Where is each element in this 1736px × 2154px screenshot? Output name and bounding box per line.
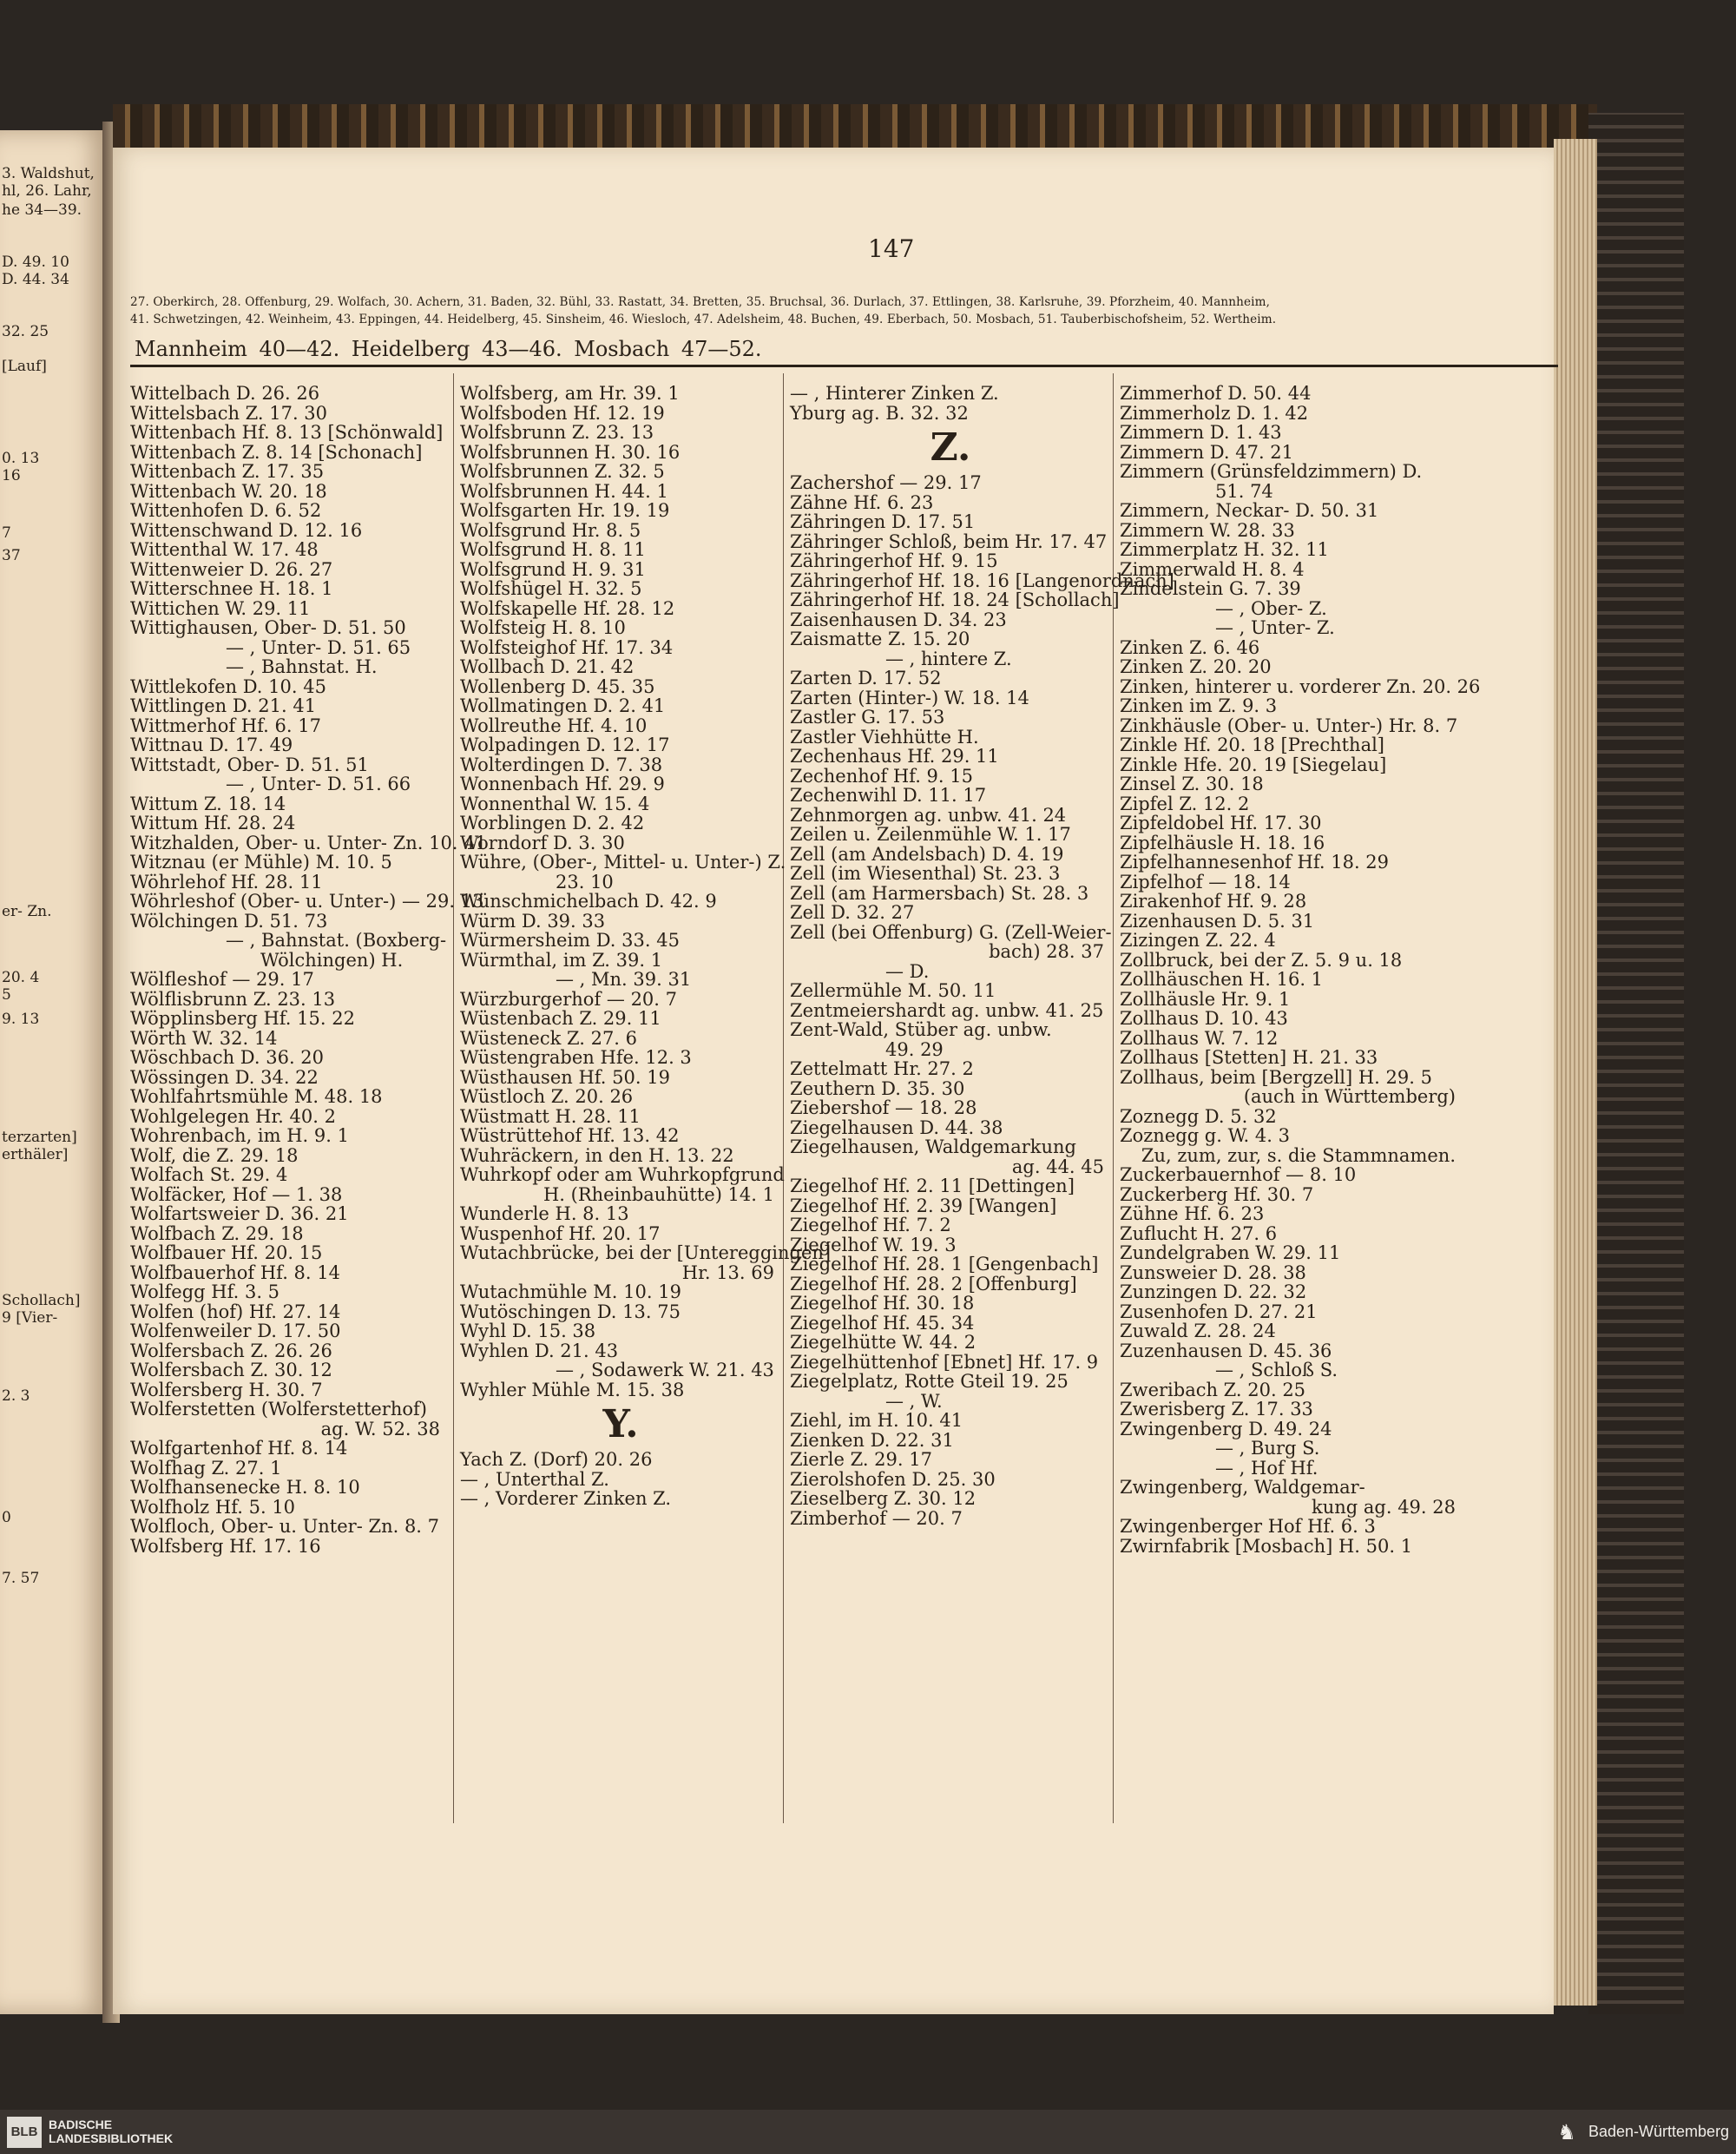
index-entry: Ziegelhof Hf. 2. 11 [Dettingen]: [790, 1176, 1075, 1196]
index-entry: Wittichen W. 29. 11: [130, 597, 311, 619]
index-entry: Wolfhansenecke H. 8. 10: [130, 1477, 360, 1498]
index-entry: Zimmern, Neckar- D. 50. 31: [1120, 500, 1379, 521]
index-entry: Zarten D. 17. 52: [790, 668, 942, 688]
index-entry: Wolfsgrund H. 9. 31: [460, 558, 646, 580]
index-entry: Zinken Z. 6. 46: [1120, 636, 1260, 658]
index-entry: Wolfäcker, Hof — 1. 38: [130, 1183, 343, 1205]
index-entry: Zimmerplatz H. 32. 11: [1120, 539, 1329, 560]
index-entry: Wolfsboden Hf. 12. 19: [460, 402, 665, 424]
index-entry: Wutachmühle M. 10. 19: [460, 1281, 681, 1302]
index-entry: Zimmern D. 1. 43: [1120, 422, 1282, 443]
index-entry: Wohlfahrtsmühle M. 48. 18: [130, 1086, 383, 1107]
index-entry: Zierle Z. 29. 17: [790, 1449, 932, 1470]
index-entry: Zinkle Hf. 20. 18 [Prechthal]: [1120, 734, 1385, 755]
index-entry: Zollhäuschen H. 16. 1: [1120, 969, 1324, 990]
index-entry: Ziebershof — 18. 28: [790, 1097, 977, 1118]
index-entry: Wolfhag Z. 27. 1: [130, 1457, 282, 1479]
index-entry: Wutöschingen D. 13. 75: [460, 1301, 681, 1322]
index-entry: Wittmerhof Hf. 6. 17: [130, 715, 321, 736]
index-entry: Wörth W. 32. 14: [130, 1027, 278, 1049]
index-entry: Wüstenbach Z. 29. 11: [460, 1008, 661, 1029]
index-entry: Zollhaus, beim [Bergzell] H. 29. 5: [1120, 1066, 1432, 1088]
index-entry: — , Unter- D. 51. 66: [226, 774, 411, 794]
index-entry: Wittlekofen D. 10. 45: [130, 675, 326, 697]
index-entry: Wittenschwand D. 12. 16: [130, 519, 363, 541]
index-entry: Wittelbach D. 26. 26: [130, 383, 320, 404]
index-entry: Zindelstein G. 7. 39: [1120, 578, 1301, 599]
index-entry: Zizingen Z. 22. 4: [1120, 930, 1276, 951]
index-entry: Ziegelhof W. 19. 3: [790, 1234, 957, 1255]
index-entry: Würmthal, im Z. 39. 1: [460, 949, 663, 971]
index-entry: Zimmern (Grünsfeldzimmern) D.: [1120, 461, 1423, 482]
index-entry: Zundelgraben W. 29. 11: [1120, 1242, 1341, 1263]
index-entry: Zuzenhausen D. 45. 36: [1120, 1340, 1332, 1361]
index-entry: Ziegelhof Hf. 30. 18: [790, 1293, 975, 1314]
index-entry: Zwingenberg, Waldgemar-: [1120, 1477, 1365, 1498]
index-entry: — , W.: [885, 1390, 943, 1412]
column-4: [1120, 383, 1481, 1557]
index-entry: Zell (im Wiesenthal) St. 23. 3: [790, 863, 1061, 884]
index-entry: Wühre, (Ober-, Mittel- u. Unter-) Z.: [460, 852, 786, 873]
index-entry: Wünschmichelbach D. 42. 9: [460, 891, 717, 912]
left-page-fragment: 3. Waldshut,: [2, 165, 95, 182]
left-page-fragment: D. 44. 34: [2, 271, 69, 288]
index-entry: Zechenhaus Hf. 29. 11: [790, 746, 999, 767]
index-entry: Zollhaus D. 10. 43: [1120, 1008, 1288, 1029]
index-entry: Witznau (er Mühle) M. 10. 5: [130, 852, 392, 873]
index-entry: Ziehl, im H. 10. 41: [790, 1410, 963, 1431]
index-entry: Zoznegg g. W. 4. 3: [1120, 1125, 1290, 1146]
blb-line-1: BADISCHE: [49, 2118, 113, 2131]
index-entry: Zimmern D. 47. 21: [1120, 441, 1294, 463]
index-entry: Zarten (Hinter-) W. 18. 14: [790, 687, 1029, 708]
index-entry: Wüsteneck Z. 27. 6: [460, 1027, 638, 1049]
section-heading: Z.: [930, 425, 971, 470]
index-entry: Zipfelhof — 18. 14: [1120, 871, 1291, 893]
index-entry: Zwerisberg Z. 17. 33: [1120, 1399, 1313, 1420]
index-entry: Zu, zum, zur, s. die Stammnamen.: [1141, 1144, 1456, 1166]
index-entry: Zähne Hf. 6. 23: [790, 491, 934, 513]
index-entry: Zuflucht H. 27. 6: [1120, 1222, 1278, 1244]
index-entry: Wunderle H. 8. 13: [460, 1203, 629, 1224]
index-entry: Wonnenbach Hf. 29. 9: [460, 774, 665, 794]
footer-bar: [0, 2110, 1736, 2154]
left-page-fragment: D. 49. 10: [2, 254, 69, 271]
index-entry: Zastler Viehhütte H.: [790, 726, 979, 748]
index-entry: Wolfsgarten Hr. 19. 19: [460, 500, 670, 521]
left-page-fragment: he 34—39.: [2, 201, 82, 219]
index-entry: Zuwald Z. 28. 24: [1120, 1321, 1276, 1341]
index-entry: Wollmatingen D. 2. 41: [460, 695, 666, 716]
index-entry: Zähringerhof Hf. 18. 16 [Langenordnach]: [790, 570, 1174, 591]
index-entry: Wössingen D. 34. 22: [130, 1066, 319, 1088]
index-entry: Wolfersbach Z. 30. 12: [130, 1360, 332, 1380]
index-entry: Ziegelhausen, Waldgemarkung: [790, 1136, 1076, 1157]
index-entry: Wolfach St. 29. 4: [130, 1164, 288, 1185]
left-page-fragment: Schollach]: [2, 1292, 81, 1309]
index-entry: Zinken, hinterer u. vorderer Zn. 20. 26: [1120, 675, 1481, 697]
index-entry: Wittighausen, Ober- D. 51. 50: [130, 617, 406, 638]
index-entry: Zieselberg Z. 30. 12: [790, 1488, 976, 1509]
index-entry: Wuspenhof Hf. 20. 17: [460, 1222, 661, 1244]
index-entry: Ziegelplatz, Rotte Gteil 19. 25: [790, 1371, 1069, 1392]
index-entry: Zwirnfabrik [Mosbach] H. 50. 1: [1120, 1535, 1413, 1557]
index-entry: Wittlingen D. 21. 41: [130, 695, 317, 716]
index-entry: Wohrenbach, im H. 9. 1: [130, 1125, 349, 1146]
index-entry: Zehnmorgen ag. unbw. 41. 24: [790, 804, 1067, 826]
index-entry: Ziegelhof Hf. 28. 2 [Offenburg]: [790, 1273, 1077, 1294]
index-entry: Würmersheim D. 33. 45: [460, 930, 680, 951]
left-page-fragment: 37: [2, 547, 21, 564]
index-entry: — , Hof Hf.: [1215, 1457, 1318, 1479]
index-entry: Wolfloch, Ober- u. Unter- Zn. 8. 7: [130, 1516, 440, 1537]
index-entry: Zähringer Schloß, beim Hr. 17. 47: [790, 530, 1108, 552]
index-entry: Zaisenhausen D. 34. 23: [790, 609, 1007, 630]
index-entry: Zizenhausen D. 5. 31: [1120, 910, 1315, 932]
index-entry: Wittum Z. 18. 14: [130, 793, 286, 814]
index-entry: Wittenbach Hf. 8. 13 [Schönwald]: [130, 422, 444, 443]
left-page-fragment: 5: [2, 986, 11, 1004]
index-entry: Zunzingen D. 22. 32: [1120, 1281, 1307, 1302]
index-entry: Wollreuthe Hf. 4. 10: [460, 715, 648, 736]
index-entry: — , hintere Z.: [885, 648, 1012, 669]
index-entry: Würm D. 39. 33: [460, 910, 606, 932]
index-entry: Wölchingen D. 51. 73: [130, 910, 328, 932]
index-entry: Wohlgelegen Hr. 40. 2: [130, 1105, 336, 1127]
index-entry: Worndorf D. 3. 30: [460, 832, 625, 853]
index-entry: Wöpplinsberg Hf. 15. 22: [130, 1008, 355, 1029]
index-entry: Zienken D. 22. 31: [790, 1429, 954, 1451]
index-entry: Zinsel Z. 30. 18: [1120, 774, 1264, 794]
index-entry: Ziegelhof Hf. 7. 2: [790, 1215, 951, 1235]
index-entry: Zoznegg D. 5. 32: [1120, 1105, 1277, 1127]
index-entry: 51. 74: [1215, 480, 1273, 502]
index-entry: Wolf, die Z. 29. 18: [130, 1144, 299, 1166]
index-entry: Wittelsbach Z. 17. 30: [130, 402, 328, 424]
left-page-fragment: 7: [2, 524, 11, 542]
index-entry: Zwingenberg D. 49. 24: [1120, 1418, 1332, 1439]
district-list-line-1: 27. Oberkirch, 28. Offenburg, 29. Wolfach, 30. Achern, 31. Baden, 32. Bühl, 33. Rastatt, 34. Bretten, 35. Bruchsal, 36. Durlach, 37. Ettlingen, 38. Karlsruhe, 39. Pforzheim, 40. Mannheim,: [130, 295, 1270, 309]
index-entry: Würzburgerhof — 20. 7: [460, 988, 678, 1010]
index-entry: Wolfsgrund H. 8. 11: [460, 539, 646, 560]
index-entry: Wolfshügel H. 32. 5: [460, 578, 642, 599]
index-entry: Zollhaus W. 7. 12: [1120, 1027, 1279, 1049]
index-entry: Wolfsbrunnen H. 30. 16: [460, 441, 681, 463]
index-entry: — , Burg S.: [1215, 1438, 1320, 1459]
index-entry: Witterschnee H. 18. 1: [130, 578, 333, 599]
left-page-fragment: erthäler]: [2, 1146, 69, 1163]
index-entry: (auch in Württemberg): [1243, 1086, 1456, 1107]
index-entry: Wittenbach Z. 17. 35: [130, 461, 325, 482]
index-entry: Zusenhofen D. 27. 21: [1120, 1301, 1318, 1322]
index-entry: Wolfsberg Hf. 17. 16: [130, 1535, 321, 1557]
index-entry: Wuhräckern, in den H. 13. 22: [460, 1144, 734, 1166]
index-entry: Zühne Hf. 6. 23: [1120, 1203, 1265, 1224]
index-entry: Zechenhof Hf. 9. 15: [790, 765, 973, 787]
index-entry: Worblingen D. 2. 42: [460, 813, 645, 833]
index-entry: Yach Z. (Dorf) 20. 26: [460, 1449, 653, 1470]
left-page-fragment: 2. 3: [2, 1387, 30, 1405]
index-entry: Wolfsgrund Hr. 8. 5: [460, 519, 641, 541]
index-entry: Ziegelhof Hf. 45. 34: [790, 1312, 975, 1334]
index-entry: Ziegelhüttenhof [Ebnet] Hf. 17. 9: [790, 1351, 1099, 1373]
index-entry: — , Hinterer Zinken Z.: [790, 383, 999, 404]
left-page-fragment: 0. 13: [2, 450, 40, 467]
index-entry: Zipfelhannesenhof Hf. 18. 29: [1120, 852, 1390, 873]
index-entry: kung ag. 49. 28: [1311, 1496, 1456, 1518]
index-entry: ag. 44. 45: [1011, 1156, 1104, 1177]
left-page-fragment: 16: [2, 467, 21, 484]
index-entry: Zwingenberger Hof Hf. 6. 3: [1120, 1516, 1376, 1537]
index-entry: Zellermühle M. 50. 11: [790, 980, 996, 1001]
page-edges: [1554, 139, 1597, 2006]
index-entry: Wittenbach Z. 8. 14 [Schonach]: [130, 441, 423, 463]
index-entry: Zähringerhof Hf. 9. 15: [790, 550, 998, 571]
index-entry: Zimmerhof D. 50. 44: [1120, 383, 1312, 404]
index-entry: Wuhrkopf oder am Wuhrkopfgrund: [460, 1164, 785, 1185]
index-entry: Zierolshofen D. 25. 30: [790, 1468, 996, 1490]
book-cover-right: [1588, 113, 1684, 2014]
index-entry: Wittenthal W. 17. 48: [130, 539, 319, 560]
index-entry: Wolfbauer Hf. 20. 15: [130, 1242, 323, 1263]
index-entry: ag. W. 52. 38: [320, 1418, 440, 1439]
index-entry: Wolfenweiler D. 17. 50: [130, 1321, 341, 1341]
index-entry: Wöhrleshof (Ober- u. Unter-) — 29. 13: [130, 891, 484, 912]
index-entry: Wolfsteig H. 8. 10: [460, 617, 626, 638]
index-entry: Wolterdingen D. 7. 38: [460, 754, 663, 775]
index-entry: Zinken im Z. 9. 3: [1120, 695, 1278, 716]
index-entry: Wolfbach Z. 29. 18: [130, 1222, 304, 1244]
index-entry: Wutachbrücke, bei der [Untereggingen]: [460, 1242, 832, 1263]
index-entry: Zollhäusle Hr. 9. 1: [1120, 988, 1291, 1010]
index-entry: Zimmerholz D. 1. 42: [1120, 402, 1309, 424]
section-heading: Y.: [602, 1402, 639, 1446]
index-entry: Zunsweier D. 28. 38: [1120, 1261, 1306, 1283]
index-entry: — , Unter- Z.: [1215, 617, 1335, 638]
index-entry: Zuckerberg Hf. 30. 7: [1120, 1183, 1314, 1205]
index-entry: Wolfgartenhof Hf. 8. 14: [130, 1438, 348, 1459]
index-entry: Zirakenhof Hf. 9. 28: [1120, 891, 1307, 912]
index-entry: Zachershof — 29. 17: [790, 472, 982, 493]
index-entry: Wüsthausen Hf. 50. 19: [460, 1066, 670, 1088]
lion-crest-icon: ♞: [1557, 2120, 1576, 2144]
index-entry: Zähringen D. 17. 51: [790, 511, 976, 532]
index-entry: Ziegelhausen D. 44. 38: [790, 1117, 1003, 1138]
index-entry: — , Bahnstat. (Boxberg-: [226, 930, 447, 951]
column-rule: [453, 373, 454, 1823]
index-entry: Witzhalden, Ober- u. Unter- Zn. 10. 41: [130, 832, 487, 853]
index-entry: Wolfen (hof) Hf. 27. 14: [130, 1301, 341, 1322]
index-entry: Wüstengraben Hfe. 12. 3: [460, 1047, 692, 1068]
index-entry: Wölfleshof — 29. 17: [130, 969, 314, 990]
index-entry: Zimmern W. 28. 33: [1120, 519, 1295, 541]
index-entry: — , Bahnstat. H.: [226, 656, 378, 677]
index-entry: Zinkle Hfe. 20. 19 [Siegelau]: [1120, 754, 1387, 775]
index-entry: Wyhlen D. 21. 43: [460, 1340, 619, 1361]
index-entry: Zastler G. 17. 53: [790, 707, 945, 728]
index-entry: Wolferstetten (Wolferstetterhof): [130, 1399, 427, 1420]
index-entry: Zell (bei Offenburg) G. (Zell-Weier-: [790, 921, 1112, 943]
index-entry: Zell (am Harmersbach) St. 28. 3: [790, 882, 1089, 904]
index-entry: bach) 28. 37: [989, 941, 1104, 962]
index-entry: Zuckerbauernhof — 8. 10: [1120, 1164, 1357, 1185]
page: [113, 148, 1554, 2014]
index-entry: Wittnau D. 17. 49: [130, 734, 293, 755]
index-entry: Zweribach Z. 20. 25: [1120, 1379, 1306, 1400]
index-entry: Zell (am Andelsbach) D. 4. 19: [790, 843, 1064, 865]
index-entry: Wolfegg Hf. 3. 5: [130, 1281, 280, 1302]
index-entry: Zinkhäusle (Ober- u. Unter-) Hr. 8. 7: [1120, 715, 1458, 736]
index-entry: Wolfsbrunn Z. 23. 13: [460, 422, 654, 443]
index-entry: Wyhler Mühle M. 15. 38: [460, 1379, 685, 1400]
left-page-fragment: terzarten]: [2, 1129, 77, 1146]
index-entry: 49. 29: [885, 1038, 944, 1060]
index-entry: Zimberhof — 20. 7: [790, 1507, 963, 1529]
index-entry: Wolpadingen D. 12. 17: [460, 734, 670, 755]
index-entry: — , Unterthal Z.: [460, 1468, 609, 1490]
left-page-fragment: 0: [2, 1509, 11, 1526]
index-entry: Wollenberg D. 45. 35: [460, 675, 655, 697]
column-2: [460, 383, 832, 1509]
index-entry: Wolfholz Hf. 5. 10: [130, 1496, 296, 1518]
index-entry: — , Ober- Z.: [1215, 597, 1327, 619]
index-entry: Zimmerwald H. 8. 4: [1120, 558, 1305, 580]
index-entry: Wölchingen) H.: [260, 949, 404, 971]
blb-name: [49, 2118, 173, 2145]
index-entry: Zipfel Z. 12. 2: [1120, 793, 1250, 814]
index-entry: Zähringerhof Hf. 18. 24 [Schollach]: [790, 590, 1120, 610]
index-entry: Wolfsbrunnen Z. 32. 5: [460, 461, 665, 482]
page-number: 147: [868, 234, 915, 263]
index-entry: Wolfersbach Z. 26. 26: [130, 1340, 332, 1361]
index-entry: Wolfskapelle Hf. 28. 12: [460, 597, 675, 619]
index-entry: Zettelmatt Hr. 27. 2: [790, 1058, 974, 1079]
index-entry: 23. 10: [556, 871, 614, 893]
index-entry: Wonnenthal W. 15. 4: [460, 793, 650, 814]
index-entry: Ziegelhof Hf. 28. 1 [Gengenbach]: [790, 1254, 1099, 1275]
index-entry: Wolfbauerhof Hf. 8. 14: [130, 1261, 340, 1283]
index-entry: — , Schloß S.: [1215, 1360, 1338, 1380]
index-entry: Zollbruck, bei der Z. 5. 9 u. 18: [1120, 949, 1403, 971]
index-entry: Wüstloch Z. 20. 26: [460, 1086, 634, 1107]
index-entry: Wittenhofen D. 6. 52: [130, 500, 322, 521]
left-page-fragment: er- Zn.: [2, 903, 52, 920]
index-entry: Ziegelhütte W. 44. 2: [790, 1332, 976, 1353]
index-entry: Hr. 13. 69: [681, 1261, 774, 1283]
index-entry: Wüstmatt H. 28. 11: [460, 1105, 641, 1127]
index-entry: Wöhrlehof Hf. 28. 11: [130, 871, 323, 893]
index-entry: Wolfartsweier D. 36. 21: [130, 1203, 349, 1224]
index-entry: Zipfelhäusle H. 18. 16: [1120, 832, 1325, 853]
index-entry: Zaismatte Z. 15. 20: [790, 629, 970, 649]
index-entry: Wittenweier D. 26. 27: [130, 558, 333, 580]
index-entry: Zeuthern D. 35. 30: [790, 1077, 965, 1099]
index-entry: Wolfersberg H. 30. 7: [130, 1379, 323, 1400]
index-entry: Zollhaus [Stetten] H. 21. 33: [1120, 1047, 1378, 1068]
blb-line-2: LANDESBIBLIOTHEK: [49, 2131, 174, 2145]
index-entry: — , Vorderer Zinken Z.: [460, 1488, 672, 1509]
index-entry: Zechenwihl D. 11. 17: [790, 785, 987, 806]
index-entry: Wyhl D. 15. 38: [460, 1321, 596, 1341]
index-entry: Ziegelhof Hf. 2. 39 [Wangen]: [790, 1195, 1057, 1216]
column-1: [130, 383, 487, 1557]
left-page-fragment: 9 [Vier-: [2, 1309, 58, 1327]
column-3: [790, 383, 1174, 1529]
index-entry: Wittstadt, Ober- D. 51. 51: [130, 754, 369, 775]
column-rule: [783, 373, 784, 1823]
index-entry: Zeilen u. Zeilenmühle W. 1. 17: [790, 824, 1071, 845]
index-entry: Zinken Z. 20. 20: [1120, 656, 1272, 677]
index-entry: — , Unter- D. 51. 65: [226, 636, 411, 658]
index-entry: — , Mn. 39. 31: [556, 969, 692, 990]
left-page-fragment: 9. 13: [2, 1011, 40, 1028]
index-entry: Wollbach D. 21. 42: [460, 656, 635, 677]
left-page-fragment: hl, 26. Lahr,: [2, 182, 92, 200]
index-entry: — , Sodawerk W. 21. 43: [556, 1360, 774, 1380]
index-entry: Yburg ag. B. 32. 32: [790, 402, 969, 424]
region-line: Mannheim 40—42. Heidelberg 43—46. Mosbach 47—52.: [135, 337, 762, 361]
index-entry: H. (Rheinbauhütte) 14. 1: [542, 1183, 774, 1205]
index-entry: Wittum Hf. 28. 24: [130, 813, 296, 833]
index-entry: Wolfsbrunnen H. 44. 1: [460, 480, 668, 502]
index-entry: Zentmeiershardt ag. unbw. 41. 25: [790, 999, 1104, 1021]
index-entry: Wolfsberg, am Hr. 39. 1: [460, 383, 680, 404]
left-page-fragment: 7. 57: [2, 1570, 40, 1587]
blb-logo-icon: BLB: [7, 2117, 42, 2148]
header-rule: [130, 365, 1558, 367]
index-entry: Zell D. 32. 27: [790, 902, 915, 923]
left-page-edge: [0, 130, 108, 2014]
left-page-fragment: [Lauf]: [2, 358, 47, 375]
left-page-fragment: 20. 4: [2, 969, 40, 986]
index-entry: Wölflisbrunn Z. 23. 13: [130, 988, 336, 1010]
index-entry: Zipfeldobel Hf. 17. 30: [1120, 813, 1322, 833]
index-entry: — D.: [885, 960, 930, 982]
index-entry: Wöschbach D. 36. 20: [130, 1047, 325, 1068]
index-entry: Wolfsteighof Hf. 17. 34: [460, 636, 674, 658]
bw-name: Baden-Württemberg: [1588, 2123, 1730, 2140]
left-page-fragment: 32. 25: [2, 323, 49, 340]
index-entry: Wittenbach W. 20. 18: [130, 480, 327, 502]
district-list-line-2: 41. Schwetzingen, 42. Weinheim, 43. Eppingen, 44. Heidelberg, 45. Sinsheim, 46. Wiesloch, 47. Adelsheim, 48. Buchen, 49. Eberbach, 50. Mosbach, 51. Tauberbischofsheim, 52. Wertheim.: [130, 313, 1277, 326]
index-entry: Zent-Wald, Stüber ag. unbw.: [790, 1019, 1052, 1040]
index-entry: Wüstrüttehof Hf. 13. 42: [460, 1125, 680, 1146]
